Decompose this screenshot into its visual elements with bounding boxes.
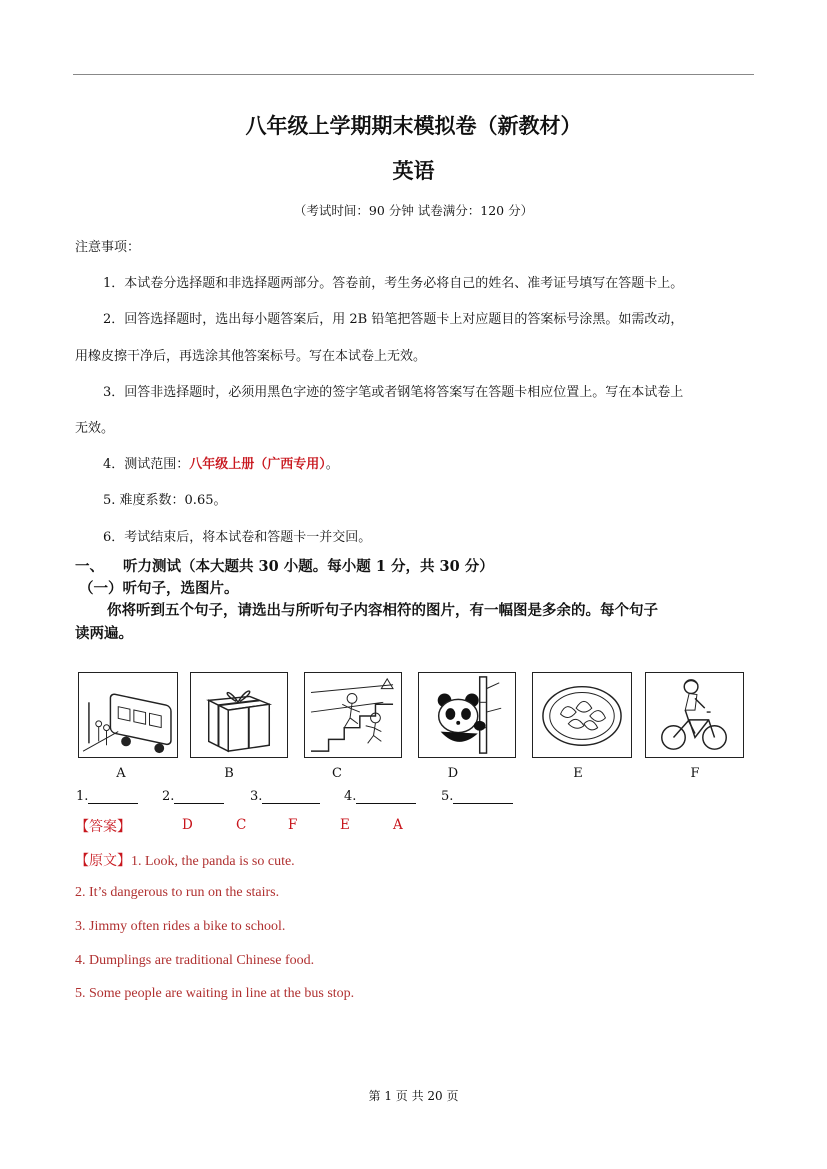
dumplings-plate-icon [533,673,631,757]
notice-title: 注意事项： [75,240,141,255]
answer-label: 【答案】 [75,819,131,835]
notice-item-3-cont: 无效。 [75,421,115,436]
answer-blank-5[interactable] [441,789,513,804]
answer-blank-1[interactable] [76,789,138,804]
transcript-line-1 [75,850,295,870]
blank-number: 2. [162,789,175,804]
answer-value-4: E [340,817,350,833]
blank-number: 4. [344,789,357,804]
part-1-title: （一）听句子，选图片。 [79,580,239,597]
transcript-label: 【原文】 [75,853,131,869]
answer-value-2: C [236,817,247,833]
transcript-line-2: 2. It’s dangerous to run on the stairs. [75,885,280,900]
instruction-line-2: 读两遍。 [75,625,133,642]
answer-value-5: A [393,817,403,833]
picture-label-a: A [116,766,126,781]
picture-d [418,672,516,758]
instruction-line-1: 你将听到五个句子，请选出与所听句子内容相符的图片，有一幅图是多余的。每个句子 [107,602,658,619]
answer-blank-4[interactable] [344,789,416,804]
notice-item-6: 6．考试结束后，将本试卷和答题卡一并交回。 [103,530,372,545]
transcript-text: 1. Look, the panda is so cute. [131,854,295,869]
notice-item-2: 2．回答选择题时，选出每小题答案后，用 2B 铅笔把答题卡上对应题目的答案标号涂黑。如需改动， [103,312,684,327]
notice-item-2-cont: 用橡皮擦干净后，再选涂其他答案标号。写在本试卷上无效。 [75,349,427,364]
notice-item-4-prefix: 4．测试范围： [103,457,190,472]
notice-item-1: 1．本试卷分选择题和非选择题两部分。答卷前，考生务必将自己的姓名、准考证号填写在答题卡上。 [103,276,684,291]
page-title: 八年级上学期期末模拟卷（新教材） [245,113,582,138]
answer-blank-3[interactable] [250,789,320,804]
picture-label-f: F [690,766,700,781]
transcript-line-4: 4. Dumplings are traditional Chinese food. [75,953,315,968]
panda-icon [419,673,515,757]
blank-number: 5. [441,789,454,804]
notice-item-5: 5. 难度系数：0.65。 [103,493,227,508]
header-rule [73,74,754,75]
bus-stop-icon [79,673,177,757]
answer-blank-2[interactable] [162,789,224,804]
section-1-number: 一、 [75,558,104,575]
boy-bike-icon [646,673,743,757]
picture-label-c: C [332,766,342,781]
page-footer: 第 1 页 共 20 页 [368,1089,459,1103]
subject-title: 英语 [392,158,435,183]
blank-number: 1. [76,789,89,804]
stairs-icon [305,673,401,757]
picture-label-b: B [224,766,234,781]
exam-meta: （考试时间：90 分钟 试卷满分：120 分） [293,203,534,218]
blank-number: 3. [250,789,263,804]
notice-item-4-suffix: 。 [325,457,339,472]
answer-value-1: D [182,817,193,833]
section-1-title: 听力测试（本大题共 30 小题。每小题 1 分，共 30 分） [123,558,494,575]
picture-f [645,672,744,758]
notice-item-4 [103,453,339,472]
transcript-line-3: 3. Jimmy often rides a bike to school. [75,919,286,934]
notice-item-3: 3．回答非选择题时，必须用黑色字迹的签字笔或者钢笔将答案写在答题卡相应位置上。写在本试卷上 [103,385,684,400]
transcript-line-5: 5. Some people are waiting in line at the bus stop. [75,986,355,1001]
test-range: 八年级上册（广西专用） [189,457,326,472]
answer-value-3: F [288,817,298,833]
picture-label-d: D [447,766,459,781]
picture-c [304,672,402,758]
picture-label-e: E [573,766,583,781]
picture-b [190,672,288,758]
picture-a [78,672,178,758]
picture-e [532,672,632,758]
gift-box-icon [191,673,287,757]
